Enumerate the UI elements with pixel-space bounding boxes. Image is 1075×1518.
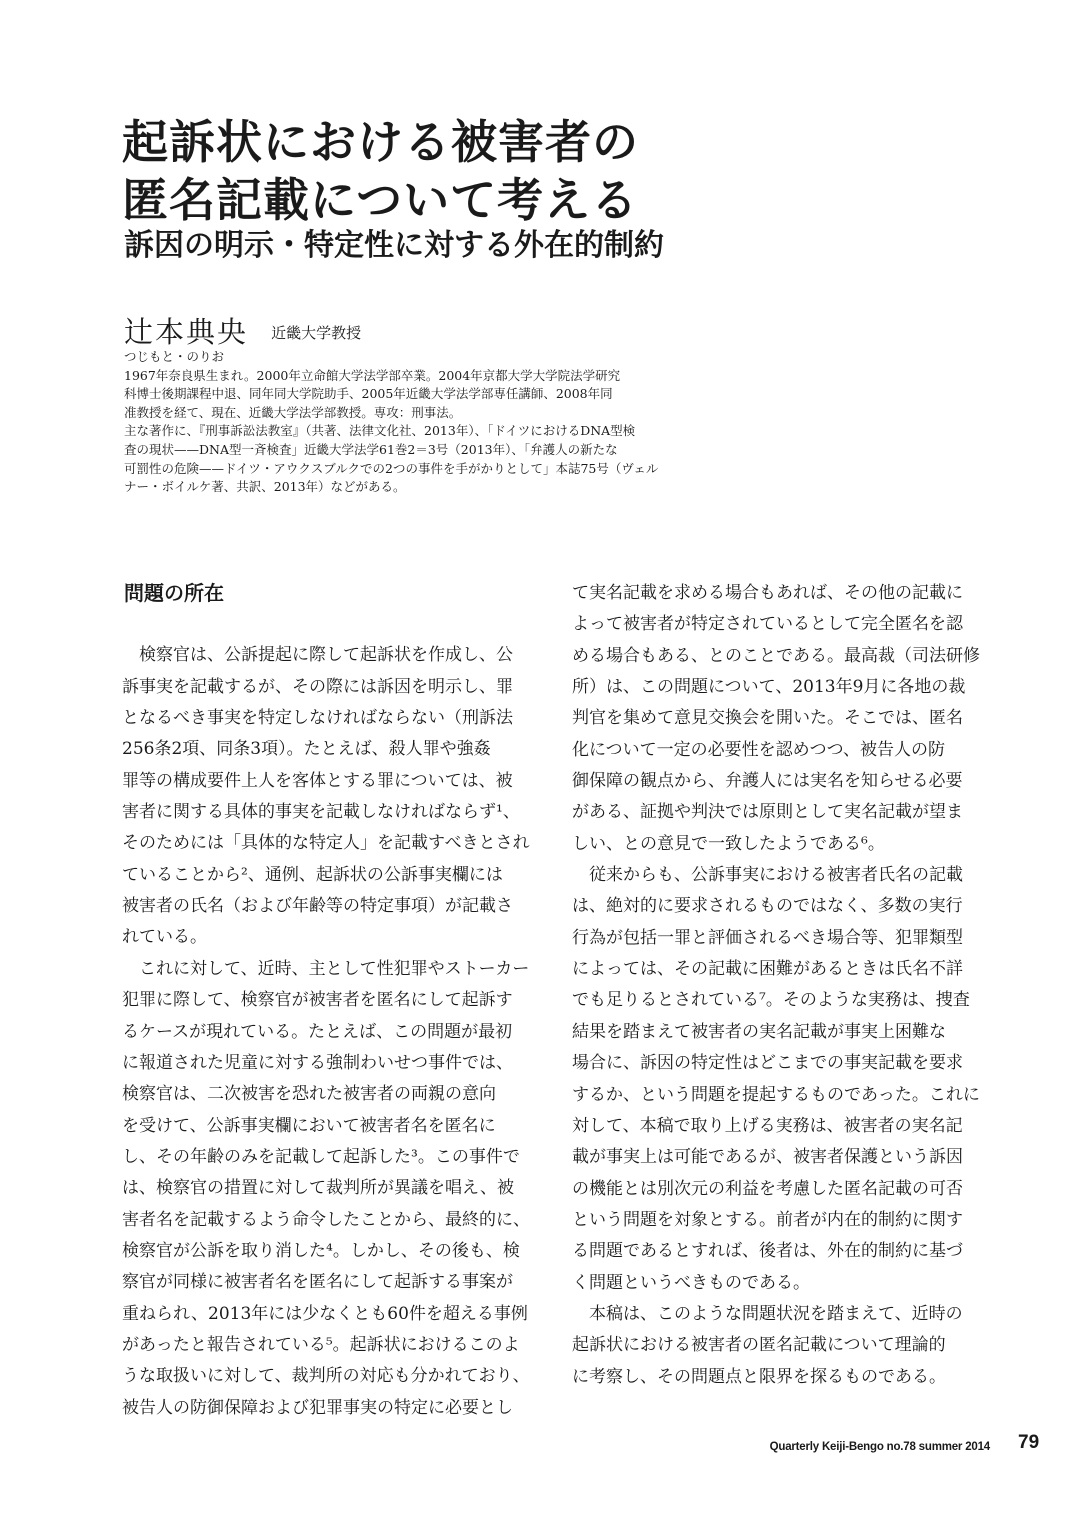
body-line: は、絶対的に要求されるものではなく、多数の実行 [572, 896, 963, 917]
body-line: 所）は、この問題について、2013年9月に各地の裁 [572, 677, 966, 698]
body-line: に報道された児童に対する強制わいせつ事件では、 [122, 1052, 513, 1073]
body-line: よって被害者が特定されているとして完全匿名を認 [572, 614, 963, 635]
body-line: するか、という問題を提起するものであった。これに [572, 1084, 980, 1105]
journal-footer: Quarterly Keiji-Bengo no.78 summer 2014 [769, 1441, 990, 1453]
body-line: 重ねられ、2013年には少なくとも60件を超える事例 [122, 1303, 528, 1324]
body-line: 検察官は、公訴提起に際して起訴状を作成し、公 [122, 645, 513, 666]
body-line: 載が事実上は可能であるが、被害者保護という訴因 [572, 1147, 963, 1168]
title-line-1: 起訴状における被害者の [122, 115, 639, 169]
author-name: 辻本典央 [124, 315, 249, 349]
title-line-2: 匿名記載について考える [122, 173, 639, 227]
author-line [124, 310, 361, 351]
body-line: 化について一定の必要性を認めつつ、被告人の防 [572, 739, 945, 760]
body-line: 害者に関する具体的事実を記載しなければならず¹、 [122, 802, 520, 823]
body-line: 行為が包括一罪と評価されるべき場合等、犯罪類型 [572, 927, 963, 948]
body-line: がある、証拠や判決では原則として実名記載が望ま [572, 802, 963, 823]
body-line: 検察官は、二次被害を恐れた被害者の両親の意向 [122, 1084, 496, 1105]
bio-line: つじもと・のりお [124, 349, 225, 364]
body-line: るケースが現れている。たとえば、この問題が最初 [122, 1021, 513, 1042]
author-bio [124, 348, 704, 497]
body-line: ていることから²、通例、起訴状の公訴事実欄には [122, 864, 503, 885]
body-line: となるべき事実を特定しなければならない（刑訴法 [122, 708, 513, 729]
body-line: によっては、その記載に困難があるときは氏名不詳 [572, 959, 963, 980]
body-line: 対して、本稿で取り上げる実務は、被害者の実名記 [572, 1115, 963, 1136]
body-line: く問題というべきものである。 [572, 1272, 810, 1293]
bio-line: 主な著作に、『刑事訴訟法教室』（共著、法律文化社、2013年）、「ドイツにおけるDNA型検 [124, 423, 636, 439]
left-column [122, 578, 542, 1424]
body-line: て実名記載を求める場合もあれば、その他の記載に [572, 583, 963, 603]
body-line: 検察官が公訴を取り消した⁴。しかし、その後も、検 [122, 1240, 520, 1261]
body-line: の機能とは別次元の利益を考慮した匿名記載の可否 [572, 1178, 963, 1199]
body-line: があったと報告されている⁵。起訴状におけるこのよ [122, 1334, 520, 1355]
section-heading: 問題の所在 [124, 581, 224, 605]
body-line: 判官を集めて意見交換会を開いた。そこでは、匿名 [572, 708, 963, 729]
body-line: 起訴状における被害者の匿名記載について理論的 [572, 1335, 946, 1356]
body-line: し、その年齢のみを記載して起訴した³。この事件で [122, 1146, 520, 1167]
bio-line: 准教授を経て、現在、近畿大学法学部教授。専攻：刑事法。 [124, 404, 462, 420]
body-line: る問題であるとすれば、後者は、外在的制約に基づ [572, 1241, 963, 1262]
body-line: 本稿は、このような問題状況を踏まえて、近時の [572, 1303, 963, 1324]
bio-line: 1967年奈良県生まれ。2000年立命館大学法学部卒業。2004年京都大学大学院法学研究 [124, 367, 621, 383]
body-line: 被害者の氏名（および年齢等の特定事項）が記載さ [122, 896, 513, 917]
body-line: 256条2項、同条3項）。たとえば、殺人罪や強姦 [122, 739, 491, 760]
body-line: 従来からも、公訴事実における被害者氏名の記載 [572, 865, 963, 886]
body-line: 察官が同様に被害者名を匿名にして起訴する事案が [122, 1272, 513, 1293]
body-line: そのためには「具体的な特定人」を記載すべきとされ [122, 833, 530, 854]
body-line: という問題を対象とする。前者が内在的制約に関す [572, 1209, 963, 1230]
article-subtitle: 訴因の明示・特定性に対する外在的制約 [124, 228, 664, 263]
body-line: 御保障の観点から、弁護人には実名を知らせる必要 [572, 771, 963, 792]
body-line: 被告人の防御保障および犯罪事実の特定に必要とし [122, 1397, 513, 1418]
body-line: でも足りるとされている⁷。そのような実務は、捜査 [572, 990, 970, 1011]
bio-line: 科博士後期課程中退、同年同大学院助手、2005年近畿大学法学部専任講師、2008年同 [124, 386, 613, 402]
bio-line: ナー・ボイルケ著、共訳、2013年）などがある。 [124, 479, 406, 495]
author-affiliation: 近畿大学教授 [271, 324, 362, 342]
body-line: しい、との意見で一致したようである⁶。 [572, 833, 885, 854]
article-title [122, 113, 882, 229]
page-number: 79 [1018, 1432, 1040, 1453]
body-line: に考察し、その問題点と限界を探るものである。 [572, 1366, 946, 1387]
right-column [572, 578, 992, 1393]
body-line: は、検察官の措置に対して裁判所が異議を唱え、被 [122, 1178, 515, 1199]
body-line: 訴事実を記載するが、その際には訴因を明示し、罪 [122, 676, 513, 697]
body-line: 場合に、訴因の特定性はどこまでの事実記載を要求 [572, 1053, 963, 1074]
body-line: れている。 [122, 927, 207, 948]
body-line: 結果を踏まえて被害者の実名記載が事実上困難な [572, 1021, 946, 1042]
body-line: 罪等の構成要件上人を客体とする罪については、被 [122, 770, 513, 791]
body-line: を受けて、公訴事実欄において被害者名を匿名に [122, 1115, 496, 1136]
bio-line: 査の現状——DNA型一斉検査」近畿大学法学61巻2＝3号（2013年）、「弁護人の新たな [124, 441, 618, 457]
bio-line: 可罰性の危険——ドイツ・アウクスブルクでの2つの事件を手がかりとして」本誌75号（ヴェル [124, 460, 659, 476]
body-line: うな取扱いに対して、裁判所の対応も分かれており、 [122, 1366, 530, 1387]
body-line: これに対して、近時、主として性犯罪やストーカー [122, 958, 530, 979]
body-line: 害者名を記載するよう命令したことから、最終的に、 [122, 1209, 530, 1230]
body-line: める場合もある、とのことである。最高裁（司法研修 [572, 645, 980, 666]
body-line: 犯罪に際して、検察官が被害者を匿名にして起訴す [122, 990, 513, 1011]
